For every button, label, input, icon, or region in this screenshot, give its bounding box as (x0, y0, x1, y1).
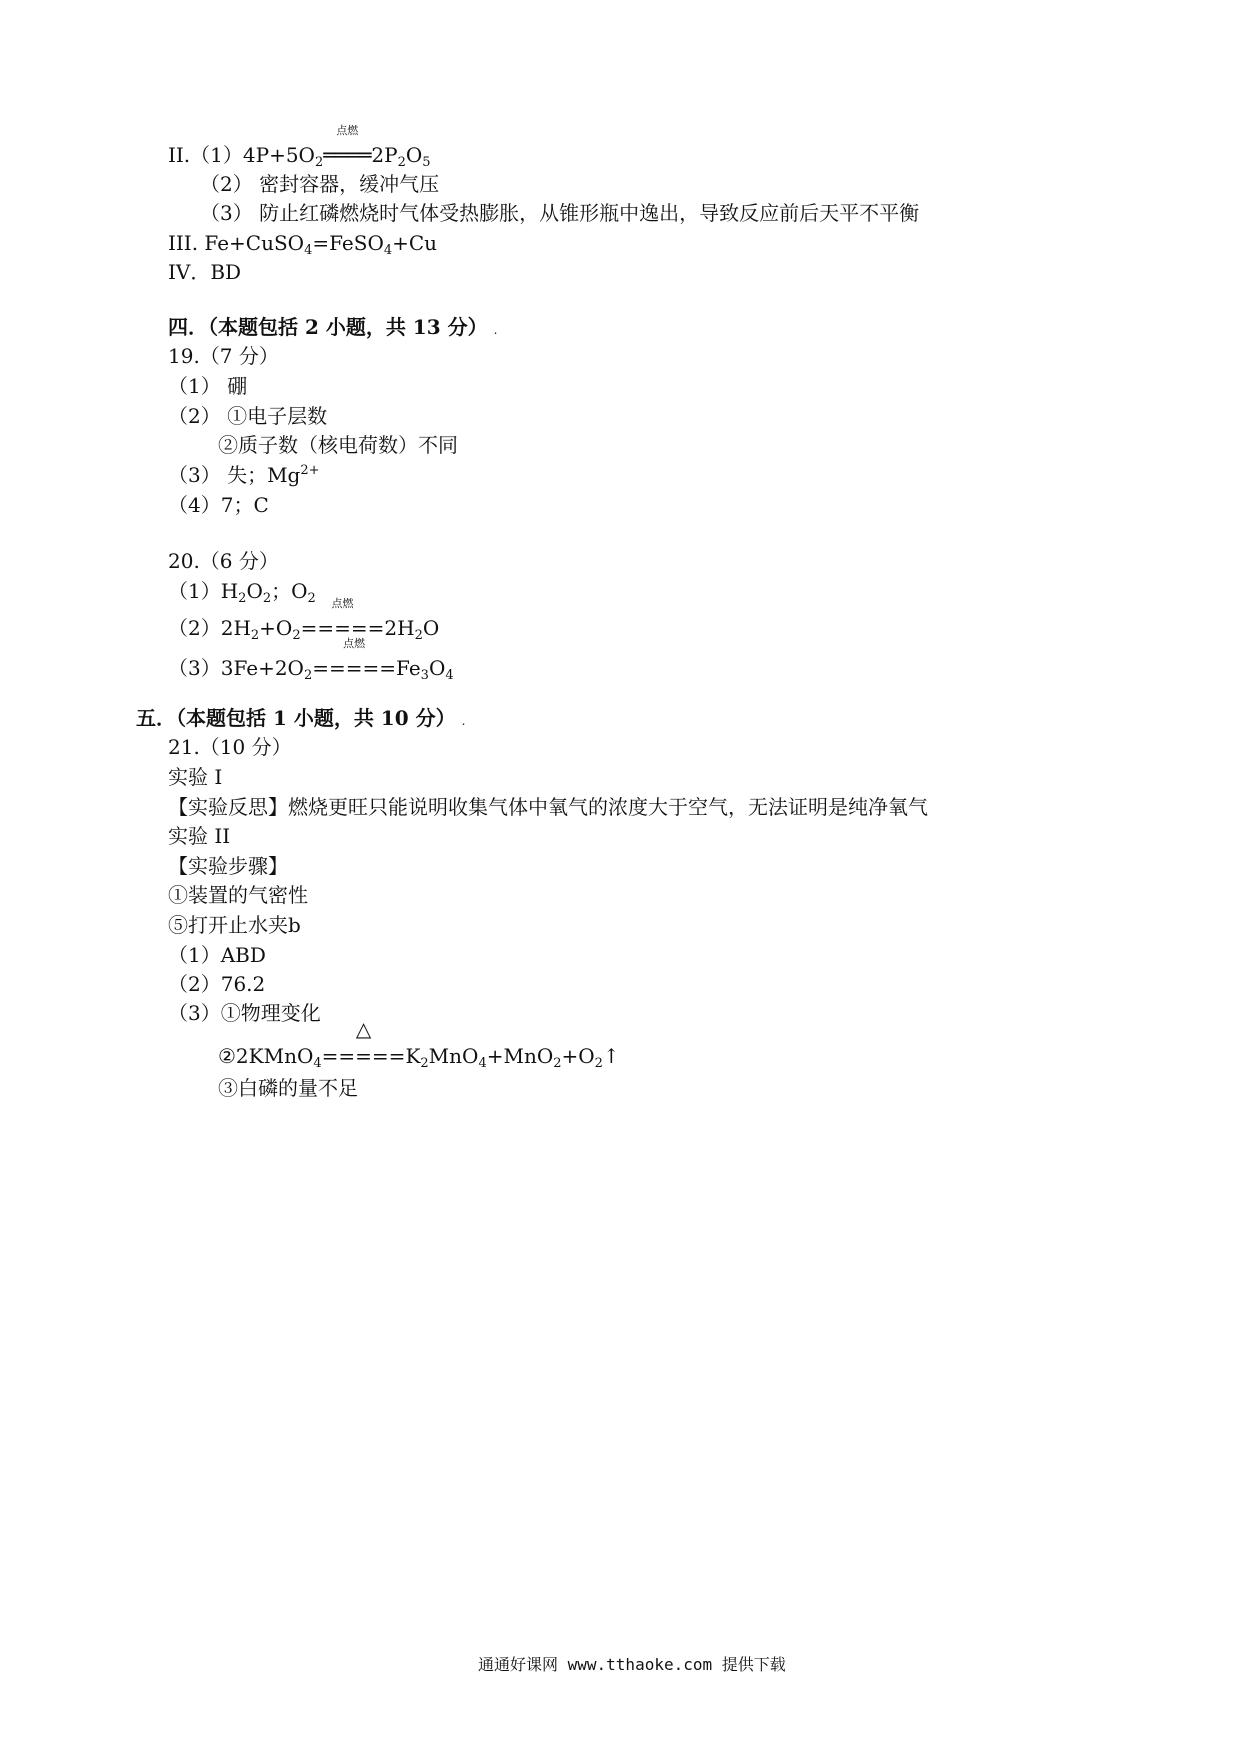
subscript: 2 (303, 668, 313, 683)
eq-text: O (405, 143, 423, 167)
subscript: 2 (420, 1056, 429, 1071)
eq-text: Fe (396, 656, 421, 680)
eq-text: =FeSO (312, 231, 384, 255)
q21-a3: （3）①物理变化 (168, 1001, 321, 1025)
subscript: 2 (262, 591, 272, 606)
eq-text: 2H (384, 616, 415, 640)
q20-l1 (168, 578, 316, 604)
subscript: 2 (414, 628, 423, 643)
q20-l2 (168, 597, 440, 643)
eq-text: +Cu (392, 231, 438, 255)
q21-eq (218, 1017, 620, 1071)
part4-line: IV．BD (168, 260, 242, 284)
subscript: 4 (383, 243, 393, 258)
q21-steps: 【实验步骤】 (168, 854, 288, 878)
q21-a1: （1）ABD (168, 943, 266, 967)
q20-head: 20.（6 分） (168, 549, 279, 573)
section4-title (168, 314, 497, 343)
eq-text: +O (259, 616, 293, 640)
q21-reflection: 【实验反思】燃烧更旺只能说明收集气体中氧气的浓度大于空气，无法证明是纯净氧气 (168, 795, 928, 819)
subscript: 2 (553, 1056, 562, 1071)
eq-text: Fe+CuSO (198, 231, 305, 255)
subscript: 2 (292, 628, 301, 643)
part2-item2: （2） 密封容器，缓冲气压 (200, 172, 440, 196)
part2-eq-line (168, 124, 431, 170)
eq-text: （1）H (168, 579, 239, 603)
eq-text: +MnO (486, 1044, 554, 1068)
q19-l4 (168, 462, 320, 488)
part2-item3: （3） 防止红磷燃烧时气体受热膨胀，从锥形瓶中逸出，导致反应前后天平不平衡 (200, 201, 920, 225)
equals-sign: ════ (323, 143, 372, 167)
item-prefix: II.（1） (168, 143, 243, 167)
reaction-condition (321, 1017, 406, 1069)
section-title-text: 四．（本题包括 2 小题，共 13 分） (168, 315, 488, 339)
eq-text: O (422, 616, 440, 640)
subscript: 4 (478, 1056, 487, 1071)
eq-text: O (246, 579, 263, 603)
part3-line (168, 230, 437, 256)
q21-s1: ①装置的气密性 (168, 883, 308, 907)
q19-head: 19.（7 分） (168, 344, 279, 368)
subscript: 4 (313, 1056, 322, 1071)
eq-text: 2P (371, 143, 398, 167)
subscript: 2 (307, 591, 316, 606)
reaction-condition (312, 637, 397, 681)
q21-a2: （2）76.2 (168, 972, 266, 996)
equals-sign: ===== (300, 616, 385, 640)
answer-text: （3） 失；Mg (168, 463, 301, 487)
subscript: 4 (304, 243, 313, 258)
q21-a3c: ③白磷的量不足 (218, 1076, 358, 1100)
subscript: 2 (594, 1056, 603, 1071)
subscript: 2 (397, 155, 406, 170)
eq-text: ②2KMnO (218, 1044, 314, 1068)
eq-text: K (405, 1044, 421, 1068)
q20-l3 (168, 637, 454, 683)
reaction-condition (323, 124, 372, 168)
condition-label: 点燃 (331, 597, 354, 610)
footer-text: 通通好课网 www.tthaoke.com 提供下载 (478, 1655, 786, 1674)
heat-symbol: △ (355, 1017, 372, 1041)
q19-l5: （4）7；C (168, 493, 269, 517)
condition-label: 点燃 (336, 124, 359, 137)
item-prefix: III. (168, 231, 199, 255)
condition-label: 点燃 (343, 637, 366, 650)
eq-text: +O (561, 1044, 595, 1068)
subscript: 2 (314, 155, 324, 170)
section-title-text: 五．（本题包括 1 小题，共 10 分） (136, 706, 456, 730)
eq-text: 4P+5O (242, 143, 315, 167)
eq-text: ；O (271, 579, 308, 603)
q21-s5: ⑤打开止水夹b (168, 913, 301, 937)
q21-exp2: 实验 II (168, 824, 231, 848)
eq-text: O (428, 656, 446, 680)
subscript: 4 (445, 668, 454, 683)
superscript: 2+ (300, 463, 320, 478)
equals-sign: ===== (321, 1044, 406, 1068)
q21-head: 21.（10 分） (168, 735, 292, 759)
gas-arrow: ↑ (602, 1044, 620, 1068)
subscript: 2 (250, 628, 260, 643)
eq-text: （3）3Fe+2O (168, 656, 304, 680)
subscript: 3 (420, 668, 429, 683)
section5-title (136, 705, 465, 734)
q19-l2: （2） ①电子层数 (168, 404, 328, 428)
eq-text: MnO (428, 1044, 479, 1068)
q19-l3: ②质子数（核电荷数）不同 (218, 433, 458, 457)
stray-mark: . (493, 323, 498, 337)
subscript: 5 (422, 155, 431, 170)
q21-exp1: 实验 I (168, 765, 223, 789)
stray-mark: . (461, 714, 466, 728)
eq-text: （2）2H (168, 616, 251, 640)
q19-l1: （1） 硼 (168, 374, 248, 398)
subscript: 2 (238, 591, 247, 606)
equals-sign: ===== (312, 656, 397, 680)
